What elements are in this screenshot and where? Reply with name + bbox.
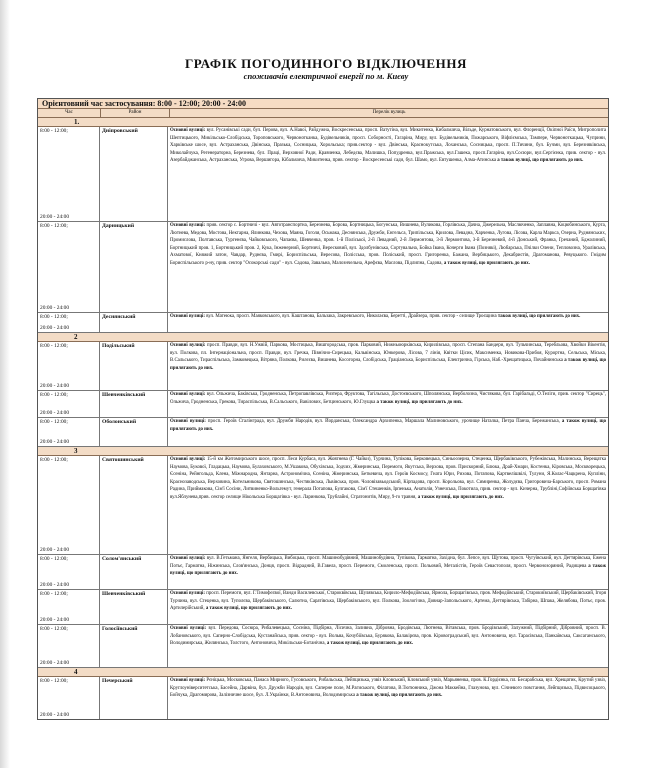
streets-cell xyxy=(168,391,608,417)
time-cell xyxy=(38,677,100,719)
streets-cell xyxy=(168,555,608,589)
time-cell xyxy=(38,342,100,390)
time-cell xyxy=(38,555,100,589)
time-end: 20:00 - 24:00 xyxy=(40,712,70,718)
time-cell xyxy=(38,418,100,446)
time-start: 8:00 - 12:00; xyxy=(40,591,68,597)
streets-text: прив. сектор с. Бортничі - вул. Автотранспортна, Березнева, Борова, Бортницька, Богунська, Вишнева, Вуликова, Горлівська, Дачна, Джерельна, Маслюченко, Заплавна, Коцюбинського, Курта, Лютнева, Медова, Мостова, Нектарна, Ялинкова, Чехова, Маяна, Гоголя, Осьмака, Деснянська, Дружби, Енгельса, Трипільська, Крилова, Левадна, Харченка, Лугова, Лісова, Карла Маркса, Озерна, Руднянських, Промислова, Полтавська, Тургенєва, Чайковського, Чапаєва, Шевченка, пров. 1-й Поліської, 2-й Левадний, 2-й Лермонтова, 3-й Лермонтова, 3-й Березневий, 4-й Донський, Франка, Гречаний, Бджолиний, Бортницький пров. 1, Бортницький пров. 2, Кука, Інженерний, Бортничі, Вересковий, вул. Здолбунівська, Сортувальна, Бойка Івана, Кочерги Івана (Познякі), Любарська, Пчілки Олени, Тепловозна, Уралівська, Ахматової, Княжий затон, Чавдар, Руднєва, Гмирі, Бориспільська, Вересова, Полісська, пров. Поліський, просп. Григоренка, Бажана, Вербицького, Декабристів, Драгоманова, Ревуцького. Гмідим Бориспільського р-ну, прив. сектор "Осокорські сади" - вул. Садова, Завальна, Малознчельна, Арефєва, Маслова, Підлипна, Садова, xyxy=(170,223,606,266)
table-row xyxy=(38,342,608,391)
group-number: 1. xyxy=(38,118,608,127)
time-end: 20:00 - 24:00 xyxy=(40,617,70,623)
district-name: Святошинський xyxy=(100,456,168,554)
streets-cell xyxy=(168,677,608,719)
table-row xyxy=(38,313,608,333)
streets-note: а також вулиці, що прилягають до них. xyxy=(170,358,606,371)
streets-cell xyxy=(168,127,608,221)
table-header xyxy=(38,109,608,118)
table-row xyxy=(38,555,608,590)
streets-text: 15-й км Житомирського шосе, просп. Леся Курбаса, вул. Жовтнева (Г. Чайки), Турчина, Тупікова, Берковецька, Синьоозерна, Стеценка, Щербаківського, Рубежівська, Малинська, Верещатка Наумова, Букової, Гладацька, Наумова, Булаховського, М.Ушакова, Обухівська, Зодчих, Жмеринська, Перемоги, Якутська, Верхова, пров. Прискорний, Блюка, Драй-Хмари, Костенка, Кіровська, Москворецька, Єсеніна, Рейнгольда, Клена, Міжнародна, Янтарна, Астрономічна, Єсеніна, Жмеринська, Беткевича, вул. Героїв Космосу, Гната Юри, Рихова, Потапова, Картвелішвілі, Тулуни, Я.Колас-Чацкрена, Купліни, Краснозаводська, Верховина, Котельникова, Святошинська, Честяківська, Львівська, пров. Чоловізавьодський, Кірпадова, просп. Корольова, вул. Симиренка, Жолудєва, Григоровича-Барського, просп. Романа Радина, Приймакова, Сім'ї Сосіни, Литвиненко-Вольгемут, генерала Потапова, Булгакова, Сім'ї Стешенків, Ірпенька, Анатолія, Узнечська, Покотила, прив. сектор - вул. Кичерна, Трубліні,Софіївська Борщагівка вул.Яблунева,прив. сектор селище Нікольська Борщагівка - вул. Ларинкова, Трублайні, Стратонитів, Миру, 9-го травня, xyxy=(170,457,607,500)
table-row xyxy=(38,677,608,719)
header-district: Район xyxy=(101,109,170,117)
time-cell xyxy=(38,590,100,624)
streets-text: просп. Героїв Сталінграда, вул. Дружби Народів, вул. Йорданська, Олександра Архипенка, Маршала Малиновського, урочище Наталка, Петра Панча, Бережанська, xyxy=(207,419,560,424)
streets-label: Основні вулиці: xyxy=(170,392,206,397)
streets-label: Основні вулиці: xyxy=(170,591,205,596)
streets-text: вул. В.Гетьмана, Янгеля, Вербицька, Вибоцька, просп. Машинобудівний, Машинобудівна, Тупікова, Гарматна, Західна, бул. Лепсе, вул. Щутова, просп. Чугуївський, вул. Дегтярівська, Ежена Потьє, Гарматна, Ніжинська, Слов'янська, Донця, просп. Відрадний, В.Гавела, просп. Перемоги, Смоленська, просп. Польовий, Металістів, Героїв Севастополя, просп. Червонозоряний, Радищева xyxy=(170,556,607,569)
time-start: 8:00 - 12:00; xyxy=(40,343,68,349)
time-start: 8:00 - 12:00; xyxy=(40,556,68,562)
time-start: 8:00 - 12:00; xyxy=(40,419,68,425)
district-name: Шевченківський xyxy=(100,391,168,417)
time-cell xyxy=(38,222,100,312)
time-end: 20:00 - 24:00 xyxy=(40,439,70,445)
streets-note: а також вулиці, що прилягають до них. xyxy=(170,419,606,432)
streets-label: Основні вулиці: xyxy=(170,343,206,348)
streets-text: вул. Русанівські сади, бул. Перова, вул. А.Навої, Райдужна, Воскресенська, просп. Ватутіна, вул. Микитенка, Кибальчича, Вільде, Курнатовського, вул. Флоренції, Окіпної Раїси, Митрополита Шептицького, Микільсько-Слобідська, Тороповського, Червонотканка, Будівельників, просп. Соборності, Гагаріна, Миру, вул. Будівельників, Пожарського, Віфліємська, Тампере, Червоноткацька, Чуприни, Харківське шосе, вул. Астраханська, Двінська, Празька, Сосницька, Хорольська; прив.сектор - вул. Двінська, Краснокутська, Лоханська, Сосницька, просп. П.Тичини, бул. Бучми, вул. Березняківська, Миколайчука, Регенераторна, Березнева, бул. Праці, Верховної Ради, Кравченка, Лебедєва, Малишка, Попудренка, вул.Пражська, вул.Гашека, просп.Гагаріна, вул.Сосюри, вул.Сергієнка, прив. сектор - вул. Азербайджанська, Астраханська, Угрова, Вершигора, Кібальчича, Микитенка, прив. сектор - Воскресенські сади, бул. Шамо, вул. Евтушенка, Алма-Атинська xyxy=(170,128,606,164)
time-end: 20:00 - 24:00 xyxy=(40,214,70,220)
streets-cell xyxy=(168,222,608,312)
time-end: 20:00 - 24:00 xyxy=(40,305,70,311)
time-cell xyxy=(38,127,100,221)
streets-label: Основні вулиці: xyxy=(170,314,205,319)
time-cell xyxy=(38,391,100,417)
table-row xyxy=(38,391,608,418)
time-end: 20:00 - 24:00 xyxy=(40,660,70,666)
time-start: 8:00 - 12:00; xyxy=(40,457,68,463)
table-row xyxy=(38,590,608,625)
streets-note: а також вулиці, що прилягають до них. xyxy=(170,563,606,577)
streets-text: просп. Перемоги, вул. Г.Тимофєєвої, Ванди Василевської, Староквївська, Шулявська, Кирило-Мефодіївська, Ярмола, Борщагівська, пров. Мефодіївський, Старокиївський, Щербаківський, Ігоря Турчина, вул. Стеценка, вул. Туполєва, Щербаківського, Салютна, Саратівська, Щербаківського, вул. Полкова, Зоологічна, Довнар-Запольського, Артема, Дегтярівська, Табірна, Шпака, Желябова, Потьє, пров. Артилерійський, xyxy=(170,591,606,612)
streets-note: а також вулиці, що прилягають до них. xyxy=(376,399,463,405)
streets-text: просп. Правди, вул. Н.Ужвій, Паркова, Мостицька, Вишгородська, пров. Парковий, Нижньоюрківська, Кирилівська, просп. Степана Бандери, вул. Тульчинська, Теребльова, Хвойки Вікентія, вул. Полкова, пл. Інтернаціональна, просп. Правди, вул. Гречка, Північно-Сирецька, Кальвінська, Юнкерова, Лісова, 7 лінія, Квітки Цісик, Максименка, Новикова-Прибоя, Курортна, Сельська, Міська, В.Сальського, Тираспільська, Замковецька, Вітряна, Полкова, Рилєєва, Вишнева, Косогорна, Слобідська, Граціанська, Бориспільська, Електрична, Гірська, Наб.-Хрещатицька, Почайнинська xyxy=(170,343,606,364)
header-streets: Перелік вулиць xyxy=(372,110,406,115)
time-end: 20:00 - 24:00 xyxy=(40,325,70,331)
time-start: 8:00 - 12:00; xyxy=(40,392,68,398)
streets-note: а також вулиці, що прилягають до них. xyxy=(205,606,292,612)
streets-label: Основні вулиці: xyxy=(170,128,206,133)
table-row xyxy=(38,418,608,447)
streets-text: вул. Передова, Сосюра, Рибалевецька, Сосніна, Підбірна, Лісична, Заливна, Дібровна, Бродівська, Лютнева, Вітавська, пров. Бродівський, Залужний, Підбірний, Дібровний, просп. В. Лобановського, вул. Саперно-Слобідська, Кустанайська, прив. сектор - вул. Вольва, Кочубіївська, Бурякова, Балакірєва, пров. Кіровоградський, вул. Антоновича, вул. Тарасівська, Панкаївська, Саксаганського, Володимирська, Жилянська, Толстого, Антоновича, Микільсько-Ботанічна, xyxy=(170,626,606,647)
district-name: Дніпровський xyxy=(100,127,168,221)
streets-cell xyxy=(168,313,608,332)
streets-note: а також вулиці, що прилягають до них. xyxy=(443,260,530,266)
streets-cell xyxy=(168,342,608,390)
table-row xyxy=(38,625,608,668)
streets-note: також вулиці, що прилягають до них. xyxy=(497,314,581,319)
time-end: 20:00 - 24:00 xyxy=(40,410,70,416)
streets-label: Основні вулиці: xyxy=(170,626,207,631)
time-cell xyxy=(38,625,100,667)
district-name: Оболонський xyxy=(100,418,168,446)
time-start: 8:00 - 12:00; xyxy=(40,128,68,134)
time-end: 20:00 - 24:00 xyxy=(40,582,70,588)
schedule-table xyxy=(37,98,609,720)
streets-label: Основні вулиці: xyxy=(170,457,206,462)
time-start: 8:00 - 12:00; xyxy=(40,314,68,320)
streets-text: Рєніцька, Московська, Панаса Мирного, Гусовського, Рибальська, Лейпцизька, узвіз Кловський, Кловський узвіз, Марьяненка, пров. К.Гордієнка, пл. Бесарабська, вул. Хрещатик, Крутий узвіз, Круглоуніверситетська, Басейна, Дарвіна, бул. Дружби Народів, вул. Саперне поле, М.Рагиського, Філатова, В.Тютюнника, Джона Маккейна, Глазунова, вул. Січневого повстання, Лейпцизька, Підвисоцького, Бойчука, Драгомирова, Залізничне шосе, бул. Л.Українки, В.Антоновича, Володимирська xyxy=(170,678,606,699)
streets-note: а також вулиці, що прилягають до них. xyxy=(417,494,504,500)
streets-note: а також вулиці, що прилягають до них. xyxy=(356,693,443,699)
header-time: Час xyxy=(38,109,101,117)
table-row xyxy=(38,127,608,222)
district-name: Солом'янський xyxy=(100,555,168,589)
streets-text: вул. Матеюка, просп. Маяковського, вул. Каштанова, Бальзака, Закревського, Николаєва, Береттi, Драйзера, прив. сектор - селище Троєщина xyxy=(206,314,497,319)
streets-label: Основні вулиці: xyxy=(170,419,206,424)
table-row xyxy=(38,222,608,313)
group-number: 3 xyxy=(38,447,608,456)
time-start: 8:00 - 12:00; xyxy=(40,223,68,229)
document-subtitle: споживачів електричної енергії по м. Києву xyxy=(243,71,409,81)
time-start: 8:00 - 12:00; xyxy=(40,678,68,684)
time-end: 20:00 - 24:00 xyxy=(40,383,70,389)
streets-cell xyxy=(168,625,608,667)
document-title: ГРАФІК ПОГОДИННОГО ВІДКЛЮЧЕННЯ xyxy=(184,56,468,71)
streets-cell xyxy=(168,418,608,446)
time-cell xyxy=(38,313,100,332)
page-edge-shadow xyxy=(0,0,10,768)
streets-label: Основні вулиці: xyxy=(170,678,206,683)
streets-cell xyxy=(168,590,608,624)
district-name: Дарницький xyxy=(100,222,168,312)
district-name: Голосіївський xyxy=(100,625,168,667)
time-start: 8:00 - 12:00; xyxy=(40,626,68,632)
district-name: Деснянський xyxy=(100,313,168,332)
streets-cell xyxy=(168,456,608,554)
time-applied-bar: Орієнтовний час застосування: 8:00 - 12:00; 20:00 - 24:00 xyxy=(38,99,608,109)
district-name: Шевченківський xyxy=(100,590,168,624)
district-name: Подільський xyxy=(100,342,168,390)
streets-label: Основні вулиці: xyxy=(170,556,206,561)
table-row xyxy=(38,456,608,555)
streets-note: а також вулиці, що прилягають до них. xyxy=(326,641,414,647)
time-cell xyxy=(38,456,100,554)
streets-text: вул. Ольжича, Баківська, Гродненська, Петропавлівська, Ризтера, Фруктова, Тагільська, Достоєвського, Шполянська, Верболозна, Чистякова, бул. Гарібальді, О.Теліги, прив. сектор "Сирець", Ольжича, Гродненська, Грекова, Тираспільська, В.Сальського, Вавілових, Бетцинського, Ю.Глущка xyxy=(170,392,606,405)
streets-label: Основні вулиці: xyxy=(170,223,206,228)
district-name: Печерський xyxy=(100,677,168,719)
streets-note: а також вулиці, що прилягають до них. xyxy=(497,158,584,164)
time-end: 20:00 - 24:00 xyxy=(40,547,70,553)
group-number: 4 xyxy=(38,668,608,677)
group-number: 2 xyxy=(38,333,608,342)
